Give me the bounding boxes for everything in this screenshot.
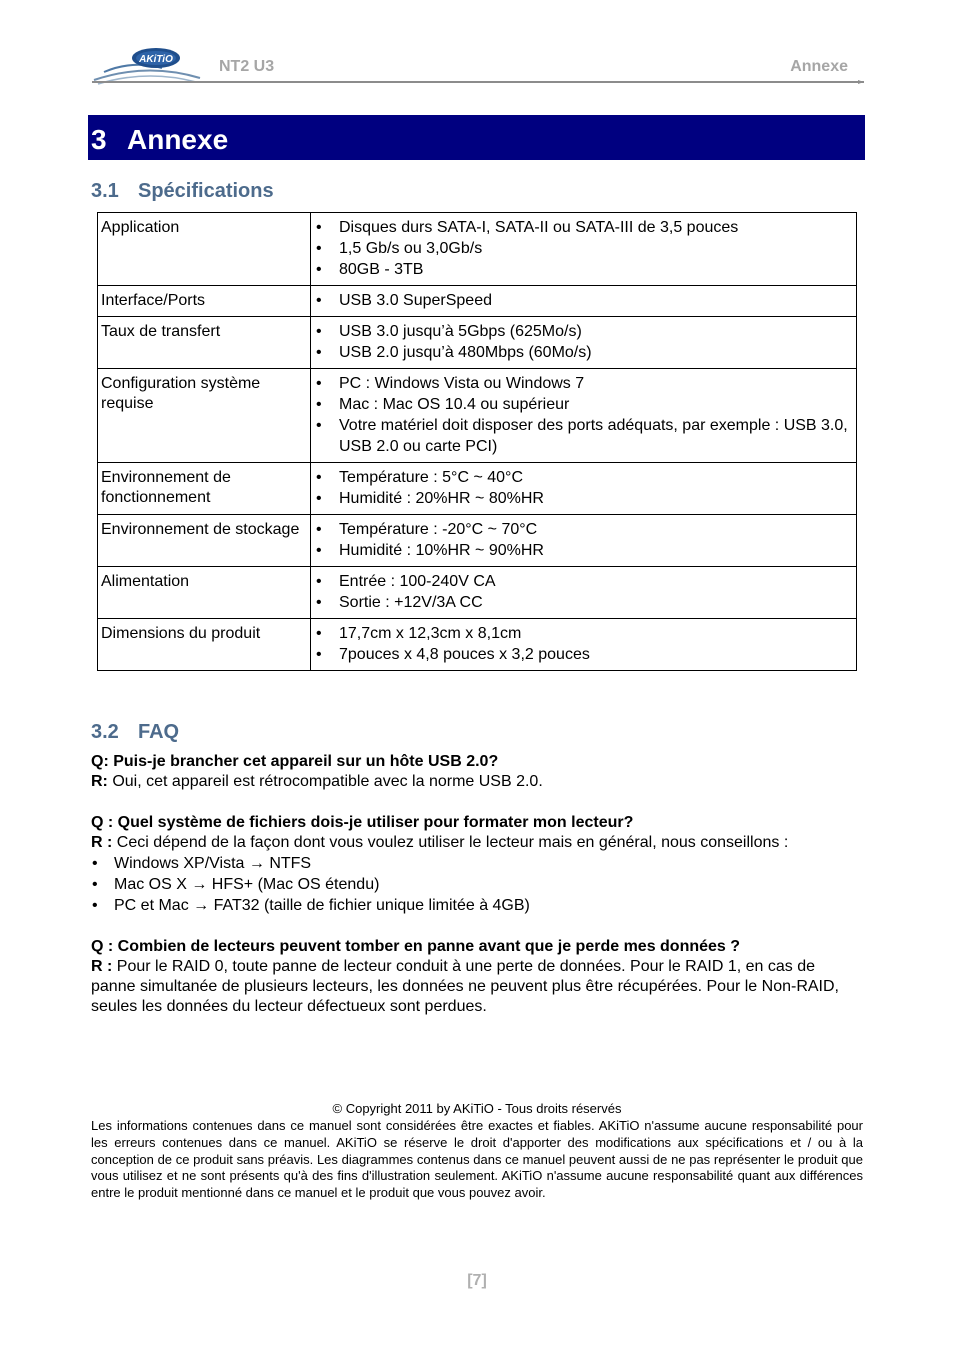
spec-label: Interface/Ports — [98, 286, 311, 317]
table-row — [98, 619, 857, 671]
table-row — [98, 317, 857, 369]
spec-value-item: • Sortie : +12V/3A CC — [315, 592, 852, 613]
table-row — [98, 515, 857, 567]
logo-text: AKiTiO — [139, 54, 173, 65]
faq-content — [91, 752, 863, 1017]
spec-value-item: • USB 2.0 jusqu’à 480Mbps (60Mo/s) — [315, 342, 852, 363]
spec-value-item: • Entrée : 100-240V CA — [315, 571, 852, 592]
section-title: FAQ — [138, 721, 180, 743]
spec-label: Application — [98, 213, 311, 286]
answer-label: R : — [91, 834, 113, 851]
specifications-table — [97, 212, 857, 671]
spec-values — [311, 213, 857, 286]
answer-label: R : — [91, 958, 113, 975]
spec-value-item: • Température : 5°C ~ 40°C — [315, 467, 852, 488]
faq-question: Q : Combien de lecteurs peuvent tomber en panne avant que je perde mes données ? — [91, 938, 741, 955]
table-row — [98, 567, 857, 619]
faq-question: Q : Quel système de fichiers dois-je utiliser pour formater mon lecteur? — [91, 814, 634, 831]
chapter-banner — [88, 115, 865, 160]
spec-value-item: • 7pouces x 4,8 pouces x 3,2 pouces — [315, 644, 852, 665]
copyright-notice: © Copyright 2011 by AKiTiO - Tous droits réservés — [332, 1101, 622, 1116]
page-header — [92, 42, 864, 88]
spec-values — [311, 515, 857, 567]
spec-values — [311, 369, 857, 463]
spec-value-item: • PC : Windows Vista ou Windows 7 — [315, 373, 852, 394]
section-number: 3.2 — [91, 721, 119, 743]
spec-label: Alimentation — [98, 567, 311, 619]
faq-question: Q: Puis-je brancher cet appareil sur un hôte USB 2.0? — [91, 753, 499, 770]
chapter-title: Annexe — [127, 124, 229, 155]
file-system-list — [91, 853, 863, 916]
faq-answer — [91, 957, 863, 1017]
spec-value-item: • Humidité : 20%HR ~ 80%HR — [315, 488, 852, 509]
spec-values — [311, 463, 857, 515]
spec-label: Environnement de fonctionnement — [98, 463, 311, 515]
spec-values — [311, 567, 857, 619]
faq-heading — [91, 721, 179, 744]
spec-value-item: • Votre matériel doit disposer des ports adéquats, par exemple : USB 3.0, USB 2.0 ou carte PCI) — [315, 415, 852, 457]
chapter-number: 3 — [91, 124, 107, 155]
spec-values — [311, 317, 857, 369]
faq-answer — [91, 772, 863, 792]
section-number: 3.1 — [91, 180, 119, 202]
spec-value-item: • 1,5 Gb/s ou 3,0Gb/s — [315, 238, 852, 259]
page-number: [7] — [467, 1272, 487, 1289]
spec-values — [311, 619, 857, 671]
spec-value-item: • 17,7cm x 12,3cm x 8,1cm — [315, 623, 852, 644]
spec-values — [311, 286, 857, 317]
list-item: • PC et Mac → FAT32 (taille de fichier unique limitée à 4GB) — [91, 895, 863, 916]
table-row — [98, 213, 857, 286]
spec-label: Configuration système requise — [98, 369, 311, 463]
spec-value-item: • Température : -20°C ~ 70°C — [315, 519, 852, 540]
specifications-heading — [91, 180, 274, 203]
spec-value-item: • USB 3.0 SuperSpeed — [315, 290, 852, 311]
spec-label: Taux de transfert — [98, 317, 311, 369]
header-section-name: Annexe — [790, 58, 848, 75]
spec-label: Environnement de stockage — [98, 515, 311, 567]
table-row — [98, 463, 857, 515]
list-item: • Windows XP/Vista → NTFS — [91, 853, 863, 874]
table-row — [98, 369, 857, 463]
header-rule — [92, 80, 864, 84]
answer-text: Oui, cet appareil est rétrocompatible avec la norme USB 2.0. — [107, 773, 543, 790]
faq-answer — [91, 833, 863, 853]
spec-label: Dimensions du produit — [98, 619, 311, 671]
spec-value-item: • 80GB - 3TB — [315, 259, 852, 280]
answer-label: R: — [91, 773, 108, 790]
table-row — [98, 286, 857, 317]
header-product-name: NT2 U3 — [219, 58, 275, 75]
spec-value-item: • USB 3.0 jusqu’à 5Gbps (625Mo/s) — [315, 321, 852, 342]
answer-text: Pour le RAID 0, toute panne de lecteur conduit à une perte de données. Pour le RAID 1, en cas de panne simultanée de plusieurs lecteurs, les données ne peuvent plus être récupérées. Pour le Non-RAID, seules les données du lecteur défectueux sont perdues. — [91, 958, 839, 1015]
answer-text: Ceci dépend de la façon dont vous voulez utiliser le lecteur mais en général, nous conseillons : — [112, 834, 789, 851]
spec-value-item: • Mac : Mac OS 10.4 ou supérieur — [315, 394, 852, 415]
section-title: Spécifications — [138, 180, 274, 202]
list-item: • Mac OS X → HFS+ (Mac OS étendu) — [91, 874, 863, 895]
spec-value-item: • Humidité : 10%HR ~ 90%HR — [315, 540, 852, 561]
spec-value-item: • Disques durs SATA-I, SATA-II ou SATA-III de 3,5 pouces — [315, 217, 852, 238]
disclaimer-text: Les informations contenues dans ce manuel sont considérées être exactes et fiables. AKiTiO n'assume aucune responsabilité pour les erreurs contenues dans ce manuel. AKiTiO se réserve le droit d'apporter des modifications aux spécifications et / ou à la conception de ce produit sans préavis. Les diagrammes contenus dans ce manuel peuvent aussi de ne pas représenter le produit que vous utilisez et ne sont présents qu'à des fins d'illustration seulement. AKiTiO n'assume aucune responsabilité quant aux différences entre le produit mentionné dans ce manuel et le produit que vous pouvez avoir. — [91, 1118, 863, 1201]
